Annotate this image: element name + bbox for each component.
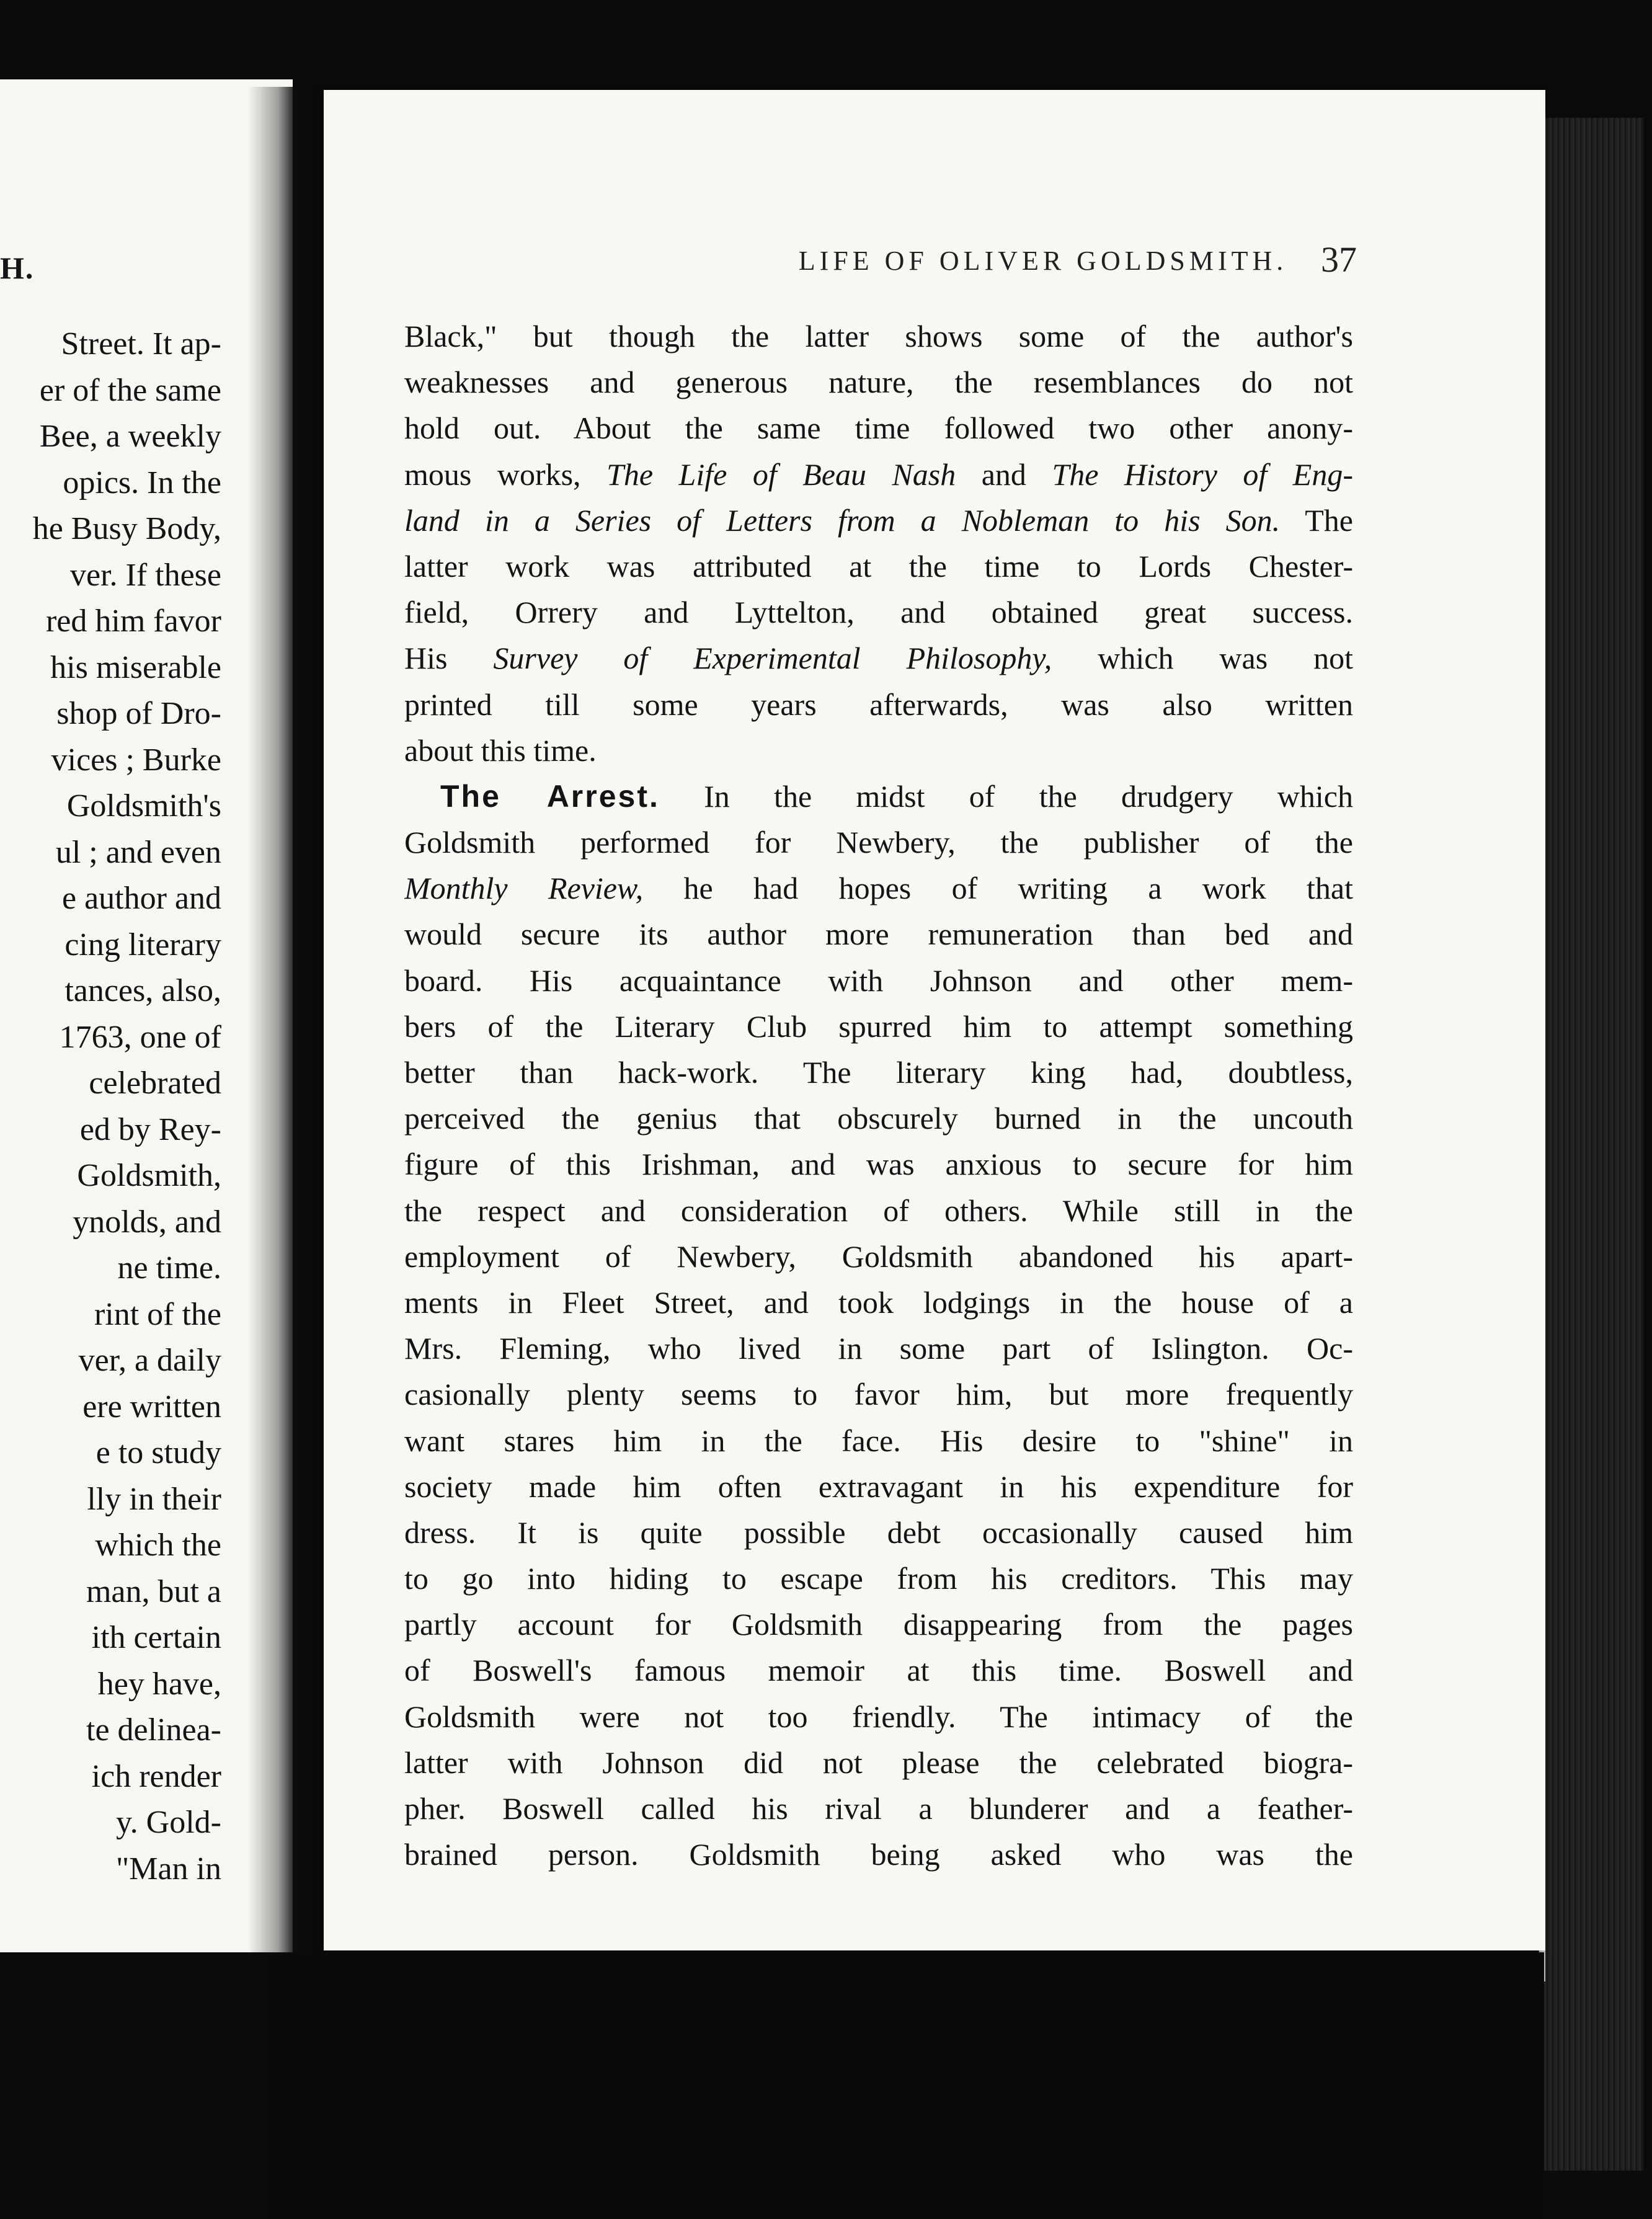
text-line: partly account for Goldsmith disappearing from the pages (404, 1607, 1353, 1642)
text-line: board. His acquaintance with Johnson and other mem- (404, 963, 1353, 998)
text-line: figure of this Irishman, and was anxious to secure for him (404, 1147, 1353, 1182)
text-run: which was not (1052, 641, 1353, 676)
text-line: about this time. (404, 732, 597, 768)
left-page-line: y. Gold- (116, 1805, 221, 1840)
text-run: The (1280, 502, 1353, 538)
left-page-line: ere written (82, 1389, 221, 1425)
text-line (404, 451, 1353, 497)
left-page-line: ich render (91, 1758, 221, 1794)
book-title-history-of-england: The History of Eng- (1052, 456, 1353, 492)
left-page-line: er of the same (39, 372, 221, 408)
left-page-line: Goldsmith, (77, 1158, 221, 1193)
left-page-line: he Busy Body, (32, 511, 221, 546)
left-page-line: hey have, (97, 1666, 221, 1702)
left-page-line: man, but a (86, 1573, 221, 1609)
text-line: printed till some years afterwards, was also written (404, 687, 1353, 722)
left-page-line: celebrated (89, 1065, 221, 1101)
page-number: 37 (1321, 239, 1357, 280)
left-page-line: Goldsmith's (66, 788, 221, 824)
text-run: In the midst of the drudgery which (659, 778, 1353, 814)
text-line: latter with Johnson did not please the celebrated biogra- (404, 1745, 1353, 1780)
text-line (404, 635, 1353, 681)
book-page-edges (1538, 118, 1643, 2171)
text-line: field, Orrery and Lyttelton, and obtained great success. (404, 595, 1353, 630)
text-line: want stares him in the face. His desire to "shine" in (404, 1423, 1353, 1458)
book-gutter-shadow (248, 87, 298, 1954)
text-line: bers of the Literary Club spurred him to attempt something (404, 1008, 1353, 1044)
text-line: Goldsmith were not too friendly. The intimacy of the (404, 1699, 1353, 1734)
text-line: better than hack-work. The literary king had, doubtless, (404, 1055, 1353, 1090)
text-line: pher. Boswell called his rival a blunderer and a feather- (404, 1791, 1353, 1826)
left-page-line: ed by Rey- (79, 1111, 221, 1147)
running-head: LIFE OF OLIVER GOLDSMITH. (798, 246, 1288, 276)
left-page-line: cing literary (64, 927, 221, 963)
text-line: perceived the genius that obscurely burned in the uncouth (404, 1101, 1353, 1136)
left-page-line: "Man in (116, 1851, 221, 1887)
bottom-background (267, 1952, 1544, 2219)
text-run: His (404, 641, 494, 676)
text-line: dress. It is quite possible debt occasionally caused him (404, 1514, 1353, 1550)
left-page-line: ver, a daily (78, 1343, 221, 1378)
text-line: Mrs. Fleming, who lived in some part of Islington. Oc- (404, 1331, 1353, 1366)
left-page-line: ver. If these (69, 557, 221, 593)
text-run: and (956, 456, 1052, 492)
left-page-text (0, 321, 221, 1892)
text-line: Goldsmith performed for Newbery, the publisher of the (404, 825, 1353, 860)
text-line: society made him often extravagant in his expenditure for (404, 1469, 1353, 1504)
text-line: to go into hiding to escape from his creditors. This may (404, 1561, 1353, 1596)
left-page-line: ith certain (91, 1620, 221, 1655)
left-page-line: lly in their (87, 1481, 221, 1517)
text-line: brained person. Goldsmith being asked who was the (404, 1837, 1353, 1872)
left-page-line: e to study (95, 1435, 221, 1470)
left-page-line: 1763, one of (59, 1019, 221, 1055)
text-line (404, 865, 1353, 911)
left-page-running-head-fragment: H. (0, 251, 35, 285)
left-page-line: ne time. (117, 1250, 221, 1286)
text-line (404, 497, 1353, 543)
left-page-line: shop of Dro- (56, 696, 221, 731)
text-run: mous works, (404, 456, 607, 492)
left-page-line: te delinea- (86, 1712, 221, 1748)
periodical-title-monthly-review: Monthly Review, (404, 871, 644, 906)
right-page (324, 90, 1545, 1950)
left-page-line: opics. In the (63, 465, 221, 500)
book-title-history-of-england-cont: land in a Series of Letters from a Nobleman to his Son. (404, 502, 1281, 538)
left-page-line: tances, also, (64, 973, 221, 1008)
body-text (404, 313, 1353, 1877)
book-title-survey-of-experimental-philosophy: Survey of Experimental Philosophy, (493, 641, 1052, 676)
left-page-line: his miserable (50, 649, 221, 685)
text-line: the respect and consideration of others. While still in the (404, 1193, 1353, 1228)
left-page-line: rint of the (94, 1296, 221, 1332)
text-line: of Boswell's famous memoir at this time. Boswell and (404, 1653, 1353, 1688)
left-page-line: Bee, a weekly (39, 419, 221, 454)
text-line: ments in Fleet Street, and took lodgings in the house of a (404, 1284, 1353, 1320)
left-page-line: Street. It ap- (61, 326, 221, 362)
text-line: hold out. About the same time followed two other anony- (404, 411, 1353, 446)
text-line: latter work was attributed at the time to Lords Chester- (404, 548, 1353, 584)
left-page-line: vices ; Burke (51, 742, 221, 778)
text-line: would secure its author more remuneration than bed and (404, 917, 1353, 952)
left-page-line: e author and (61, 881, 221, 916)
book-title-life-of-beau-nash: The Life of Beau Nash (606, 456, 956, 492)
left-page-line: ul ; and even (55, 834, 221, 870)
section-heading: The Arrest. (440, 778, 660, 814)
text-run: he had hopes of writing a work that (643, 871, 1353, 906)
text-line (404, 773, 1353, 819)
left-page-line: red him favor (45, 603, 221, 639)
text-line: weaknesses and generous nature, the resemblances do not (404, 365, 1353, 400)
left-page-line: ynolds, and (73, 1204, 221, 1240)
text-line: casionally plenty seems to favor him, but more frequently (404, 1377, 1353, 1412)
left-page-line: which the (95, 1528, 221, 1563)
text-line: Black," but though the latter shows some of the author's (404, 319, 1353, 354)
text-line: employment of Newbery, Goldsmith abandoned his apart- (404, 1238, 1353, 1274)
